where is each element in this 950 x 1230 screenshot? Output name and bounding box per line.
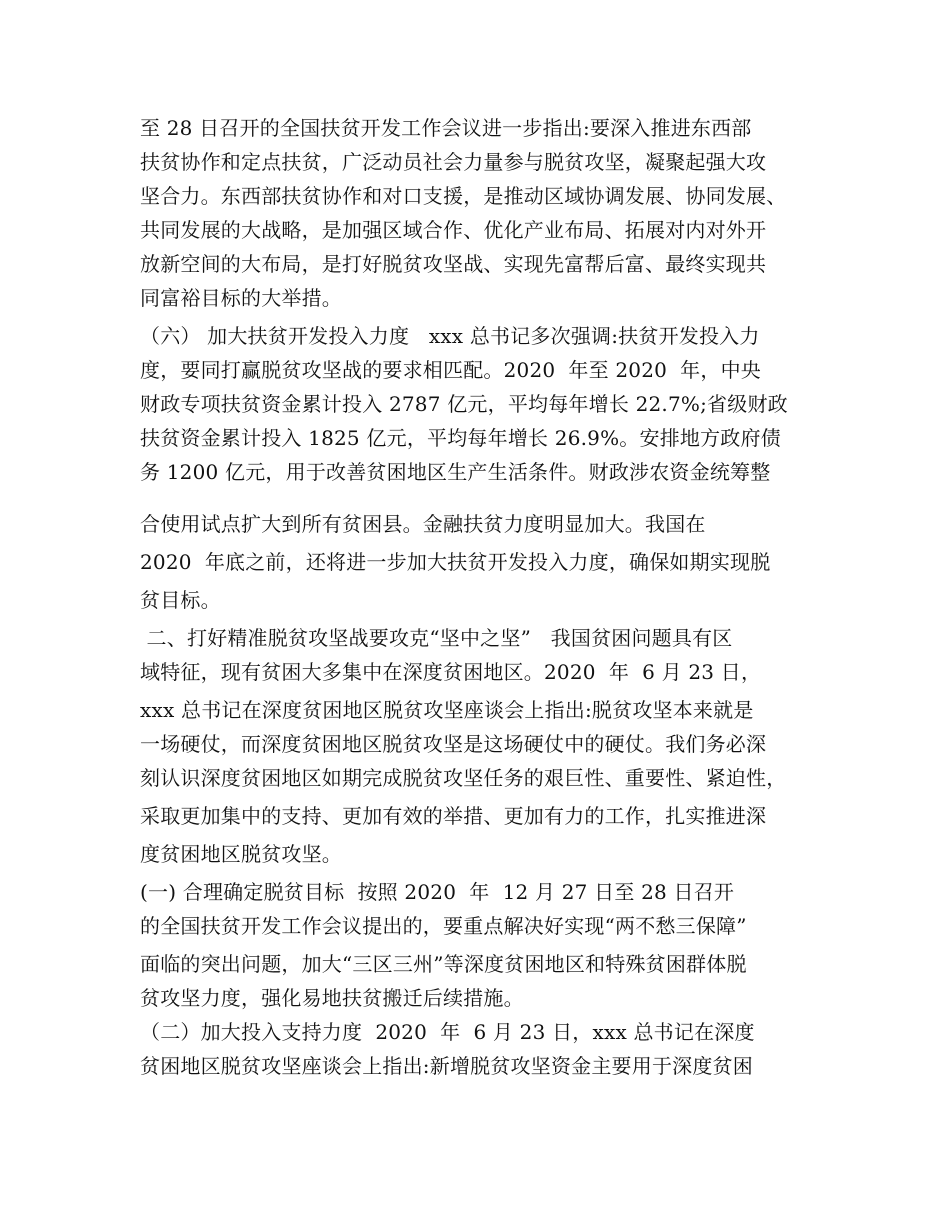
subsection-heading-line: （二）加大投入支持力度 2020 年 6 月 23 日，xxx 总书记在深度	[140, 1020, 755, 1044]
text-line: 至 28 日召开的全国扶贫开发工作会议进一步指出:要深入推进东西部	[140, 116, 752, 140]
text-line: 坚合力。东西部扶贫协作和对口支援，是推动区域协调发展、协同发展、	[140, 184, 787, 208]
text-line: 同富裕目标的大举措。	[140, 286, 342, 310]
section-heading-line: 二、打好精准脱贫攻坚战要攻克“坚中之坚” 我国贫困问题具有区	[140, 626, 733, 650]
text-line: 一场硬仗，而深度贫困地区脱贫攻坚是这场硬仗中的硬仗。我们务必深	[140, 732, 767, 756]
text-line: 财政专项扶贫资金累计投入 2787 亿元，平均每年增长 22.7%;省级财政	[140, 392, 788, 416]
text-line: 共同发展的大战略，是加强区域合作、优化产业布局、拓展对内对外开	[140, 218, 767, 242]
text-line: xxx 总书记在深度贫困地区脱贫攻坚座谈会上指出:脱贫攻坚本来就是	[140, 698, 754, 722]
text-line: 贫攻坚力度，强化易地扶贫搬迁后续措施。	[140, 986, 524, 1010]
text-line: 务 1200 亿元，用于改善贫困地区生产生活条件。财政涉农资金统筹整	[140, 460, 771, 484]
text-line: 的全国扶贫开发工作会议提出的，要重点解决好实现“两不愁三保障”	[140, 914, 747, 938]
text-line: 扶贫协作和定点扶贫，广泛动员社会力量参与脱贫攻坚，凝聚起强大攻	[140, 150, 767, 174]
text-line: 扶贫资金累计投入 1825 亿元，平均每年增长 26.9%。安排地方政府债	[140, 426, 781, 450]
text-line: 刻认识深度贫困地区如期完成脱贫攻坚任务的艰巨性、重要性、紧迫性，	[140, 766, 787, 790]
section-heading-line: （六） 加大扶贫开发投入力度 xxx 总书记多次强调:扶贫开发投入力	[140, 324, 760, 348]
text-line: 合使用试点扩大到所有贫困县。金融扶贫力度明显加大。我国在	[140, 512, 706, 536]
text-line: 放新空间的大布局，是打好脱贫攻坚战、实现先富帮后富、最终实现共	[140, 252, 767, 276]
text-line: 贫困地区脱贫攻坚座谈会上指出:新增脱贫攻坚资金主要用于深度贫困	[140, 1054, 753, 1078]
text-line: 采取更加集中的支持、更加有效的举措、更加有力的工作，扎实推进深	[140, 804, 767, 828]
text-line: 贫目标。	[140, 588, 221, 612]
text-line: 度贫困地区脱贫攻坚。	[140, 842, 342, 866]
text-line: 域特征，现有贫困大多集中在深度贫困地区。2020 年 6 月 23 日，	[140, 660, 762, 684]
text-line: 度，要同打赢脱贫攻坚战的要求相匹配。2020 年至 2020 年，中央	[140, 358, 761, 382]
subsection-heading-line: (一) 合理确定脱贫目标 按照 2020 年 12 月 27 日至 28 日召开	[140, 880, 735, 904]
text-line: 面临的突出问题，加大“三区三州”等深度贫困地区和特殊贫困群体脱	[140, 952, 747, 976]
text-line: 2020 年底之前，还将进一步加大扶贫开发投入力度，确保如期实现脱	[140, 550, 771, 574]
